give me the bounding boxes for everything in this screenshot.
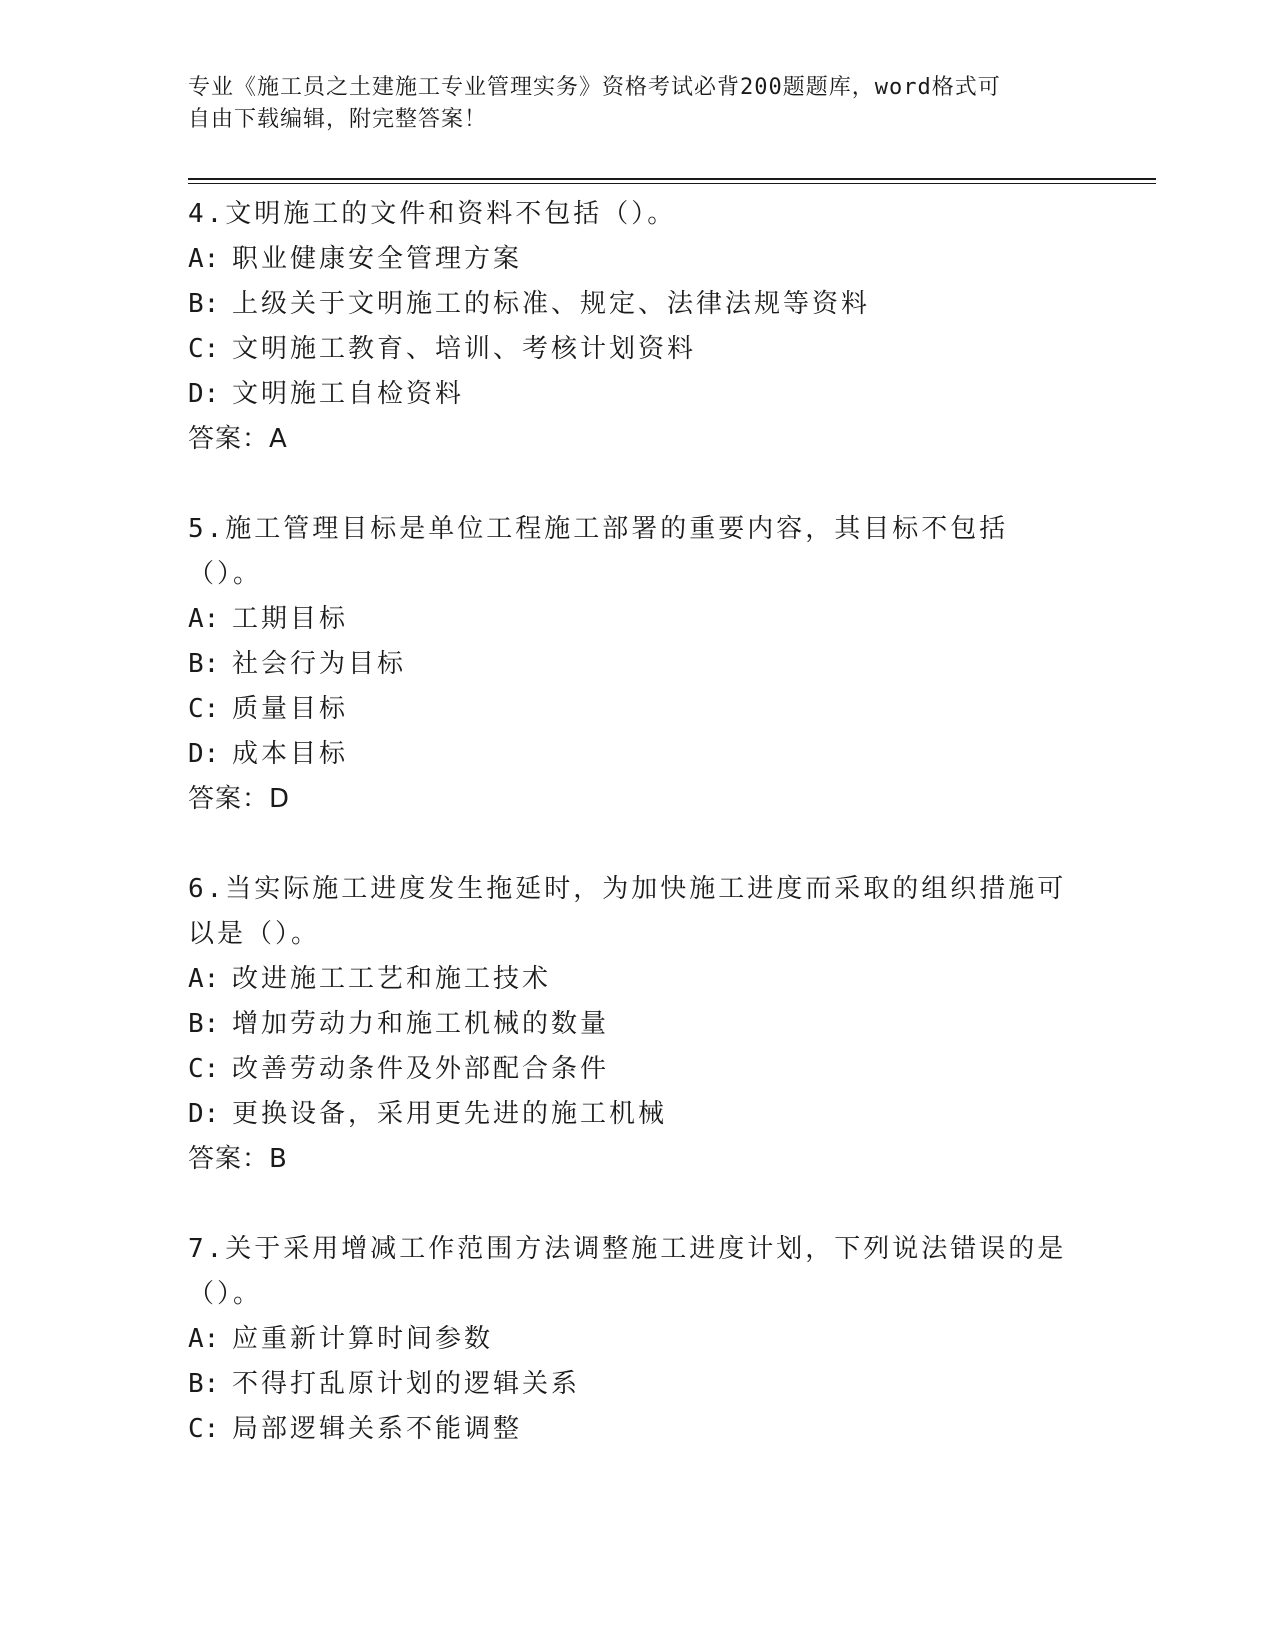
- option-letter: A:: [188, 604, 220, 634]
- document-header: [188, 72, 1068, 136]
- question-stem: 5.施工管理目标是单位工程施工部署的重要内容，其目标不包括（）。: [188, 514, 1009, 589]
- option-letter: C:: [188, 1414, 220, 1444]
- option-letter: C:: [188, 694, 220, 724]
- option-c: [188, 1407, 1068, 1452]
- option-c: [188, 1047, 1068, 1092]
- option-text: 更换设备，采用更先进的施工机械: [232, 1099, 668, 1129]
- option-d: [188, 732, 1068, 777]
- option-b: [188, 282, 1068, 327]
- option-text: 改善劳动条件及外部配合条件: [232, 1054, 610, 1084]
- option-a: [188, 597, 1068, 642]
- option-letter: A:: [188, 1324, 220, 1354]
- option-letter: B:: [188, 1009, 220, 1039]
- question-stem: 4.文明施工的文件和资料不包括（）。: [188, 199, 677, 229]
- question-stem: 6.当实际施工进度发生拖延时，为加快施工进度而采取的组织措施可以是（）。: [188, 874, 1067, 949]
- option-text: 不得打乱原计划的逻辑关系: [232, 1369, 581, 1399]
- option-a: [188, 957, 1068, 1002]
- question-item: [188, 192, 1068, 462]
- option-d: [188, 372, 1068, 417]
- option-d: [188, 1092, 1068, 1137]
- option-letter: B:: [188, 1369, 220, 1399]
- option-text: 工期目标: [232, 604, 349, 634]
- option-text: 职业健康安全管理方案: [232, 244, 523, 274]
- option-b: [188, 642, 1068, 687]
- option-a: [188, 1317, 1068, 1362]
- question-item: [188, 507, 1068, 822]
- header-title-line-2: 自由下载编辑，附完整答案！: [188, 107, 488, 132]
- option-text: 应重新计算时间参数: [232, 1324, 494, 1354]
- question-stem: 7.关于采用增减工作范围方法调整施工进度计划，下列说法错误的是（）。: [188, 1234, 1067, 1309]
- option-text: 上级关于文明施工的标准、规定、法律法规等资料: [232, 289, 871, 319]
- option-c: [188, 687, 1068, 732]
- option-a: [188, 237, 1068, 282]
- answer-label: 答案：A: [188, 424, 288, 454]
- option-letter: D:: [188, 379, 220, 409]
- option-letter: D:: [188, 739, 220, 769]
- answer-label: 答案：B: [188, 1144, 288, 1174]
- option-text: 社会行为目标: [232, 649, 407, 679]
- option-text: 改进施工工艺和施工技术: [232, 964, 552, 994]
- option-b: [188, 1362, 1068, 1407]
- option-letter: A:: [188, 244, 220, 274]
- option-letter: B:: [188, 289, 220, 319]
- option-letter: C:: [188, 1054, 220, 1084]
- header-title-line-1: 专业《施工员之土建施工专业管理实务》资格考试必背200题题库，word格式可: [188, 75, 1001, 100]
- option-text: 局部逻辑关系不能调整: [232, 1414, 523, 1444]
- option-text: 文明施工教育、培训、考核计划资料: [232, 334, 697, 364]
- option-letter: B:: [188, 649, 220, 679]
- answer-label: 答案：D: [188, 784, 291, 814]
- option-c: [188, 327, 1068, 372]
- option-text: 文明施工自检资料: [232, 379, 465, 409]
- option-text: 质量目标: [232, 694, 349, 724]
- question-item: [188, 867, 1068, 1182]
- option-text: 成本目标: [232, 739, 349, 769]
- option-b: [188, 1002, 1068, 1047]
- option-letter: D:: [188, 1099, 220, 1129]
- header-divider: [188, 178, 1156, 184]
- option-letter: C:: [188, 334, 220, 364]
- option-letter: A:: [188, 964, 220, 994]
- question-item: [188, 1227, 1068, 1452]
- option-text: 增加劳动力和施工机械的数量: [232, 1009, 610, 1039]
- question-list: [188, 192, 1068, 1497]
